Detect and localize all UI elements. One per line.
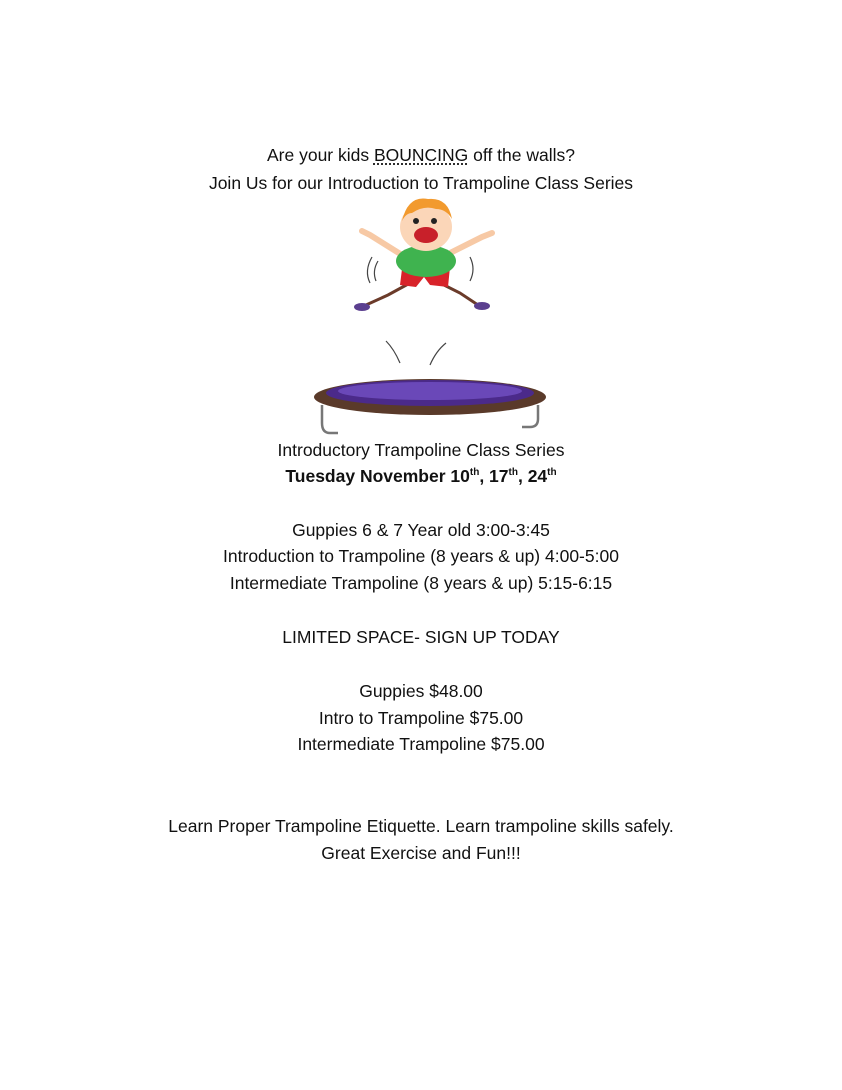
headline-question (0, 142, 842, 168)
price-intermediate: Intermediate Trampoline $75.00 (297, 734, 545, 754)
schedule-guppies: Guppies 6 & 7 Year old 3:00-3:45 (292, 520, 550, 540)
date-first: Tuesday November 10 (285, 466, 470, 486)
limited-space-notice: LIMITED SPACE- SIGN UP TODAY (282, 627, 560, 647)
price-intro: Intro to Trampoline $75.00 (318, 708, 524, 728)
headline-emphasis: BOUNCING (373, 145, 469, 165)
date-third: , 24 (517, 466, 548, 486)
headline-text-end: off the walls? (468, 145, 575, 165)
price-guppies: Guppies $48.00 (359, 681, 483, 701)
child-jumping-on-trampoline-icon (300, 195, 560, 445)
date-third-suffix: th (547, 467, 557, 479)
headline-text-start: Are your kids (267, 145, 374, 165)
series-dates (0, 463, 842, 489)
series-title: Introductory Trampoline Class Series (277, 440, 565, 460)
date-first-suffix: th (469, 467, 480, 479)
schedule-intermediate: Intermediate Trampoline (8 years & up) 5:15-6:15 (229, 573, 613, 593)
date-second: , 17 (479, 466, 509, 486)
schedule-introduction: Introduction to Trampoline (8 years & up) 4:00-5:00 (223, 546, 619, 566)
closing-fun: Great Exercise and Fun!!! (321, 843, 521, 863)
headline-invitation: Join Us for our Introduction to Trampoline Class Series (208, 173, 634, 193)
date-second-suffix: th (508, 467, 518, 479)
closing-etiquette: Learn Proper Trampoline Etiquette. Learn trampoline skills safely. (168, 816, 674, 836)
